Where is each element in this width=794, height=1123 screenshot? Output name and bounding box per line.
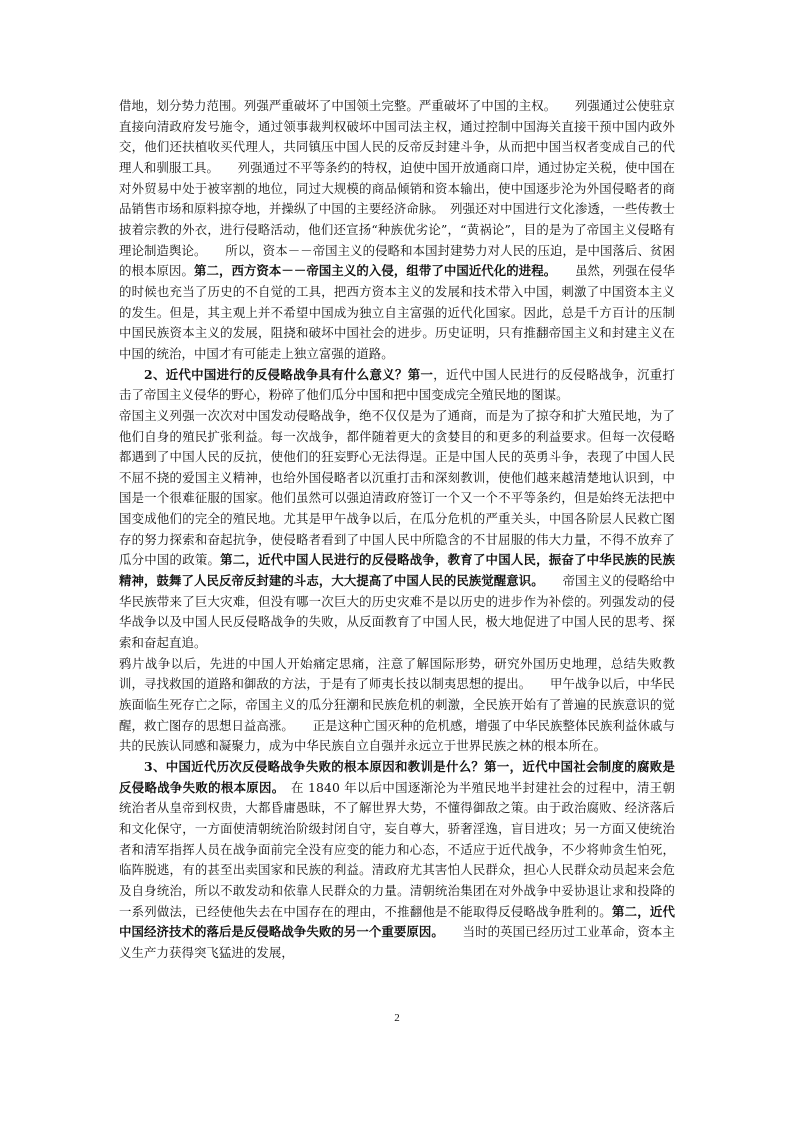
- bold-text-run: 第二，近代中国人民进行的反侵略战争，教育了中国人民，振奋了中华民族的民族精神，鼓舞了人民反帝反封建的斗志，大大提高了中国人民的民族觉醒意识。: [119, 552, 675, 589]
- text-run: 在 1840 年以后中国逐渐沦为半殖民地半封建社会的过程中，清王朝统治者从皇帝到权贵，大都昏庸愚昧，不了解世界大势，不懂得御敌之策。由于政治腐败、经济落后和文化保守，一方面使清朝统治阶级封闭自守，妄自尊大，骄奢淫逸，盲目进攻；另一方面又使统治者和清军指挥人员在战争面前完全没有应变的能力和心态，不适应于近代战争，不少将帅贪生怕死，临阵脱逃，有的甚至出卖国家和民族的利益。清政府尤其害怕人民群众，担心人民群众动员起来会危及自身统治，所以不敢发动和依靠人民群众的力量。清朝统治集团在对外战争中妥协退让求和投降的一系列做法，已经使他失去在中国存在的理由，不推翻他是不能取得反侵略战争胜利的。: [119, 779, 675, 919]
- text-run: 虽然，列强在侵华的时候也充当了历史的不自觉的工具，把西方资本主义的发展和技术带入中国，刺激了中国资本主义的发生。但是，其主观上并不希望中国成为独立自主富强的近代化国家。因此，总是千方百计的压制中国民族资本主义的发展，阻挠和破坏中国社会的进步。历史证明，只有推翻帝国主义和封建主义在中国的统治，中国才有可能走上独立富强的道路。: [119, 263, 676, 361]
- bold-text-run: 第二，近代中国经济技术的落后是反侵略战争失败的另一个重要原因。: [119, 903, 676, 940]
- text-run: ，近代中国人民进行的反侵略战争，沉重打击了帝国主义侵华的野心，粉碎了他们瓜分中国和把中国变成完全殖民地的图谋。: [119, 366, 675, 403]
- text-run: 帝国主义列强一次次对中国发动侵略战争，绝不仅仅是为了通商，而是为了掠夺和扩大殖民地，为了他们自身的殖民扩张利益。每一次战争，都伴随着更大的贪婪目的和更多的利益要求。但每一次侵略都遇到了中国人民的反抗，使他们的狂妄野心无法得逞。正是中国人民的英勇斗争，表现了中国人民不屈不挠的爱国主义精神，也给外国侵略者以沉重打击和深刻教训，使他们越来越清楚地认识到，中国是一个很难征服的国家。他们虽然可以强迫清政府签订一个又一个不平等条约，但是始终无法把中国变成他们的完全的殖民地。尤其是甲午战争以后，在瓜分危机的严重关头，中国各阶层人民救亡图存的努力探索和奋起抗争，使侵略者看到了中国人民中所隐含的不甘屈服的伟大力量，不得不放弃了瓜分中国的政策。: [119, 407, 675, 568]
- paragraph-5: [119, 757, 675, 964]
- text-run: 帝国主义的侵略给中华民族带来了巨大灾难，但没有哪一次巨大的历史灾难不是以历史的进步作为补偿的。列强发动的侵华战争以及中国人民反侵略战争的失败，从反面教育了中国人民，极大地促进了中国人民的思考、探索和奋起直追。: [119, 573, 676, 651]
- paragraph-1: [119, 96, 675, 365]
- text-run: 当时的英国已经历过工业革命，资本主义生产力获得突飞猛进的发展，: [119, 924, 675, 960]
- bold-text-run: 2、近代中国进行的反侵略战争具有什么意义？第一: [144, 366, 434, 382]
- paragraph-2: [119, 365, 675, 406]
- text-run: 鸦片战争以后，先进的中国人开始痛定思痛，注意了解国际形势，研究外国历史地理，总结失败教训，寻找救国的道路和御敌的方法，于是有了师夷长技以制夷思想的提出。 甲午战争以后，中华民族面临生死存亡之际，帝国主义的瓜分狂潮和民族危机的刺激，全民族开始有了普遍的民族意识的觉醒，救亡图存的思想日益高涨。 正是这种亡国灭种的危机感，增强了中华民族整体民族利益休戚与共的民族认同感和凝聚力，成为中华民族自立自强并永远立于世界民族之林的根本所在。: [119, 655, 675, 754]
- text-run: 借地，划分势力范围。列强严重破坏了中国领土完整。严重破坏了中国的主权。 列强通过公使驻京直接向清政府发号施令，通过领事裁判权破坏中国司法主权，通过控制中国海关直接干预中国内政外交，他们还扶植收买代理人，共同镇压中国人民的反帝反封建斗争，从而把中国当权者变成自己的代理人和驯服工具。 列强通过不平等条约的特权，迫使中国开放通商口岸，通过协定关税，使中国在对外贸易中处于被宰割的地位，同过大规模的商品倾销和资本输出，使中国逐步沦为外国侵略者的商品销售市场和原料掠夺地，并操纵了中国的主要经济命脉。 列强还对中国进行文化渗透，一些传教士披着宗教的外衣，进行侵略活动，他们还宣扬“种族优劣论”，“黄祸论”，目的是为了帝国主义侵略有理论制造舆论。 所以，资本－－帝国主义的侵略和本国封建势力对人民的压迫，是中国落后、贫困的根本原因。: [119, 98, 675, 279]
- page-number: 2: [394, 1012, 400, 1024]
- bold-text-run: 第二，西方资本－－帝国主义的入侵，组带了中国近代化的进程。: [193, 263, 551, 279]
- paragraph-3: [119, 406, 675, 654]
- body-text: [119, 96, 675, 964]
- bold-text-run: 3、中国近代历次反侵略战争失败的根本原因和教训是什么？第一，近代中国社会制度的腐败是反侵略战争失败的根本原因。: [119, 759, 675, 795]
- paragraph-4: [119, 654, 675, 757]
